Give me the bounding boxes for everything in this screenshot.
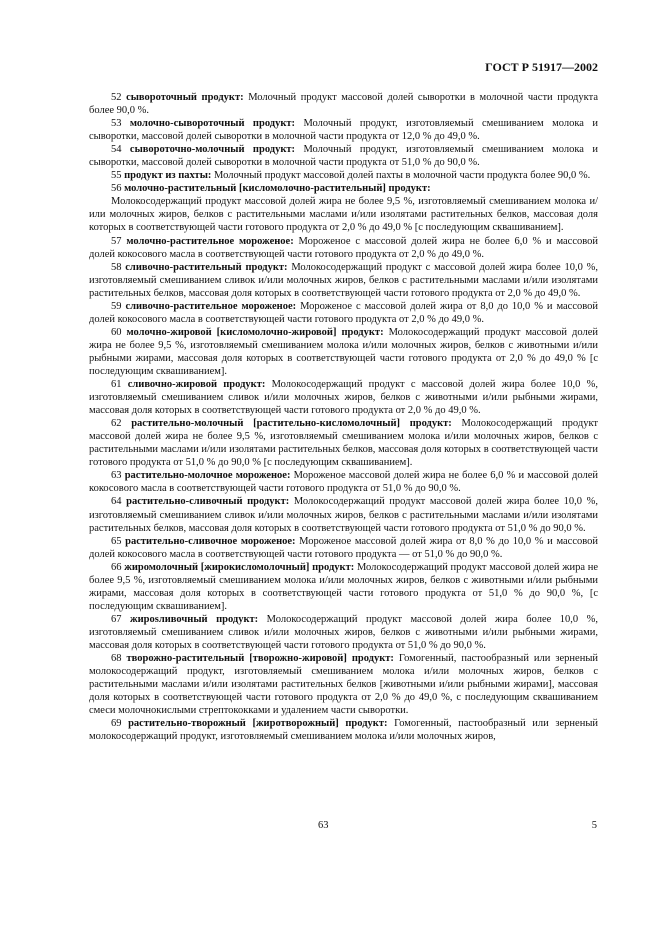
term-paragraph	[89, 300, 598, 326]
document-body	[89, 91, 598, 743]
term-paragraph	[89, 495, 598, 534]
term-name: растительно-молочное мороженое:	[124, 470, 291, 482]
term-paragraph	[89, 613, 598, 652]
paragraph-number: 67	[111, 613, 122, 625]
term-name: творожно-растительный [творожно-жировой] продукт:	[126, 653, 394, 665]
document-header: ГОСТ Р 51917—2002	[485, 60, 598, 74]
term-paragraph	[89, 717, 598, 743]
term-definition: Молочный продукт массовой долей пахты в молочной части продукта более 90,0 %.	[211, 170, 591, 182]
term-definition: Молокосодержащий продукт массовой долей жира не более 9,5 %, изготовляемый смешиванием молока и/или молочных жиров, белков с животными и/или рыбными жирами, массовая доля которых в соответствующей части готового продукта от 51,0 % до 90,0 %, [с последующим сквашиванием].	[89, 561, 599, 612]
paragraph-number: 54	[111, 144, 122, 156]
paragraph-number: 55	[111, 170, 122, 182]
term-paragraph	[89, 326, 598, 378]
term-name: сливочно-жировой продукт:	[127, 379, 266, 391]
term-name: жиромолочный [жирокисломолочный] продукт:	[124, 561, 355, 573]
term-name: молочно-растительный [кисломолочно-растительный] продукт:	[124, 183, 431, 195]
term-definition: Мороженое с массовой долей жира не более 6,0 % и массовой долей кокосового масла в соответствующей части готового продукта от 2,0 % до 49,0 %.	[89, 235, 599, 260]
paragraph-number: 56	[111, 183, 122, 195]
term-definition: Мороженое с массовой долей жира от 8,0 до 10,0 % и массовой долей кокосового масла в соответствующей части готового продукта от 2,0 % до 49,0 %.	[89, 300, 599, 325]
term-paragraph	[89, 143, 598, 169]
term-name: растительно-творожный [жиротворожный] продукт:	[128, 718, 388, 730]
term-paragraph	[89, 235, 598, 261]
term-definition: Молокосодержащий продукт массовой долей жира более 10,0 %, изготовляемый смешиванием сливок и/или молочных жиров, белков с животными и/или рыбными жирами, массовая доля которых в соответствующей части готового продукта от 51,0 % до 90,0 %.	[89, 613, 598, 651]
term-paragraph	[89, 417, 598, 469]
term-definition: Мороженое массовой долей жира не более 6,0 % и массовой долей кокосового масла в соответствующей части готового продукта от 51,0 % до 90,0 %.	[89, 470, 599, 495]
page-number-right: 5	[591, 820, 597, 831]
term-paragraph	[89, 378, 598, 417]
term-name: растительно-сливочный продукт:	[126, 496, 290, 508]
paragraph-number: 64	[111, 496, 122, 508]
paragraph-number: 60	[111, 326, 122, 338]
term-definition: Гомогенный, пастообразный или зерненый молокосодержащий продукт, изготовляемый смешиванием молока и/или молочных жиров,	[89, 718, 599, 743]
term-definition: Гомогенный, пастообразный или зерненый молокосодержащий продукт, изготовляемый смешиванием молока и/или молочных жиров, белков с растительными маслами и/или изолятами растительных белков [животными и/или рыбными жирами], массовая доля которых в соответствующей части готового продукта от 2,0 % до 49,0 %, с последующим сквашиванием смеси молочнокислыми стрептококками и удалением части сыворотки.	[89, 653, 598, 717]
term-paragraph	[89, 117, 598, 143]
term-name: молочно-жировой [кисломолочно-жировой] продукт:	[126, 326, 384, 338]
term-paragraph	[89, 652, 598, 717]
paragraph-number: 52	[111, 92, 122, 103]
term-paragraph	[89, 169, 598, 182]
paragraph-number: 65	[111, 535, 122, 547]
term-paragraph	[89, 261, 598, 300]
paragraph-number: 61	[111, 379, 122, 391]
term-name: жирosливочный продукт:	[130, 613, 259, 625]
term-name: сливочно-растительное мороженое:	[125, 300, 297, 312]
term-definition: Молокосодержащий продукт массовой долей жира более 10,0 %, изготовляемый смешиванием сливок и/или молочных жиров, белков с растительными маслами и/или изолятами растительных белков, массовая доля которых в соответствующей части готового продукта от 51,0 % до 90,0 %.	[89, 496, 598, 534]
paragraph-number: 57	[111, 235, 122, 247]
page-number-center: 63	[318, 820, 329, 831]
term-paragraph	[89, 182, 598, 195]
term-paragraph	[89, 469, 598, 495]
term-name: сывороточный продукт:	[126, 92, 244, 103]
term-name: молочно-сывороточный продукт:	[129, 118, 296, 130]
term-definition: Молокосодержащий продукт с массовой долей жира более 10,0 %, изготовляемый смешиванием сливок и/или молочных жиров, белков с животными и/или рыбными жирами, массовая доля которых в соответствующей части готового продукта от 2,0 % до 49,0 %.	[89, 379, 598, 417]
paragraph-number: 69	[111, 718, 122, 730]
term-definition: Молочный продукт, изготовляемый смешиванием молока и сыворотки, массовой долей сыворотки в молочной части продукта от 51,0 % до 90,0 %.	[89, 144, 598, 169]
term-definition: Молочный продукт массовой долей сыворотки в молочной части продукта более 90,0 %.	[89, 92, 598, 117]
term-name: молочно-растительное мороженое:	[126, 235, 294, 247]
term-name: продукт из пахты:	[124, 170, 212, 182]
paragraph-number: 62	[111, 418, 122, 430]
term-paragraph	[89, 561, 598, 613]
paragraph-number: 63	[111, 470, 122, 482]
term-definition: Молокосодержащий продукт с массовой долей жира более 10,0 %, изготовляемый смешиванием сливок и/или молочных жиров, белков с растительными маслами и/или изолятами растительных белков, массовая доля которых в соответствующей части готового продукта от 2,0 % до 49,0 %.	[89, 261, 598, 299]
term-definition: Мороженое массовой долей жира от 8,0 % до 10,0 % и массовой долей кокосового масла в соответствующей части готового продукта — от 51,0 % до 90,0 %.	[89, 535, 598, 560]
paragraph-number: 59	[111, 300, 122, 312]
term-definition: Молочный продукт, изготовляемый смешиванием молока и сыворотки, массовой долей сыворотки в молочной части продукта от 12,0 % до 49,0 %.	[89, 118, 598, 143]
term-definition: Молокосодержащий продукт массовой долей жира не более 9,5 %, изготовляемый смешиванием молока и/или молочных жиров, белков с растительными маслами и/или изолятами растительных белков, массовая доля которых в соответствующей части готового продукта от 51,0 % до 90,0 % [с последующим сквашиванием].	[89, 418, 598, 469]
term-paragraph	[89, 195, 598, 234]
term-paragraph	[89, 535, 598, 561]
term-name: сывороточно-молочный продукт:	[129, 144, 296, 156]
term-name: растительно-сливочное мороженое:	[125, 535, 296, 547]
term-name: сливочно-растительный продукт:	[125, 261, 288, 273]
paragraph-number: 66	[111, 561, 122, 573]
paragraph-number: 58	[111, 261, 122, 273]
paragraph-number: 68	[111, 653, 122, 665]
paragraph-number: 53	[111, 118, 122, 130]
term-definition: Молокосодержащий продукт массовой долей жира не более 9,5 %, изготовляемый смешиванием молока и/или молочных жиров, белков с животными и/или рыбными жирами, массовая доля которых в соответствующей части готового продукта от 2,0 % до 49,0 % [с последующим сквашиванием].	[89, 326, 598, 377]
term-paragraph	[89, 91, 598, 117]
term-name: растительно-молочный [растительно-кисломолочный] продукт:	[131, 418, 452, 430]
term-definition: Молокосодержащий продукт массовой долей жира не более 9,5 %, изготовляемый смешиванием молока и/или молочных жиров, белков с растительными маслами и/или изолятами растительных белков, массовая доля которых в соответствующей части готового продукта от 2,0 % до 49,0 % [с последующим сквашиванием].	[89, 196, 598, 234]
